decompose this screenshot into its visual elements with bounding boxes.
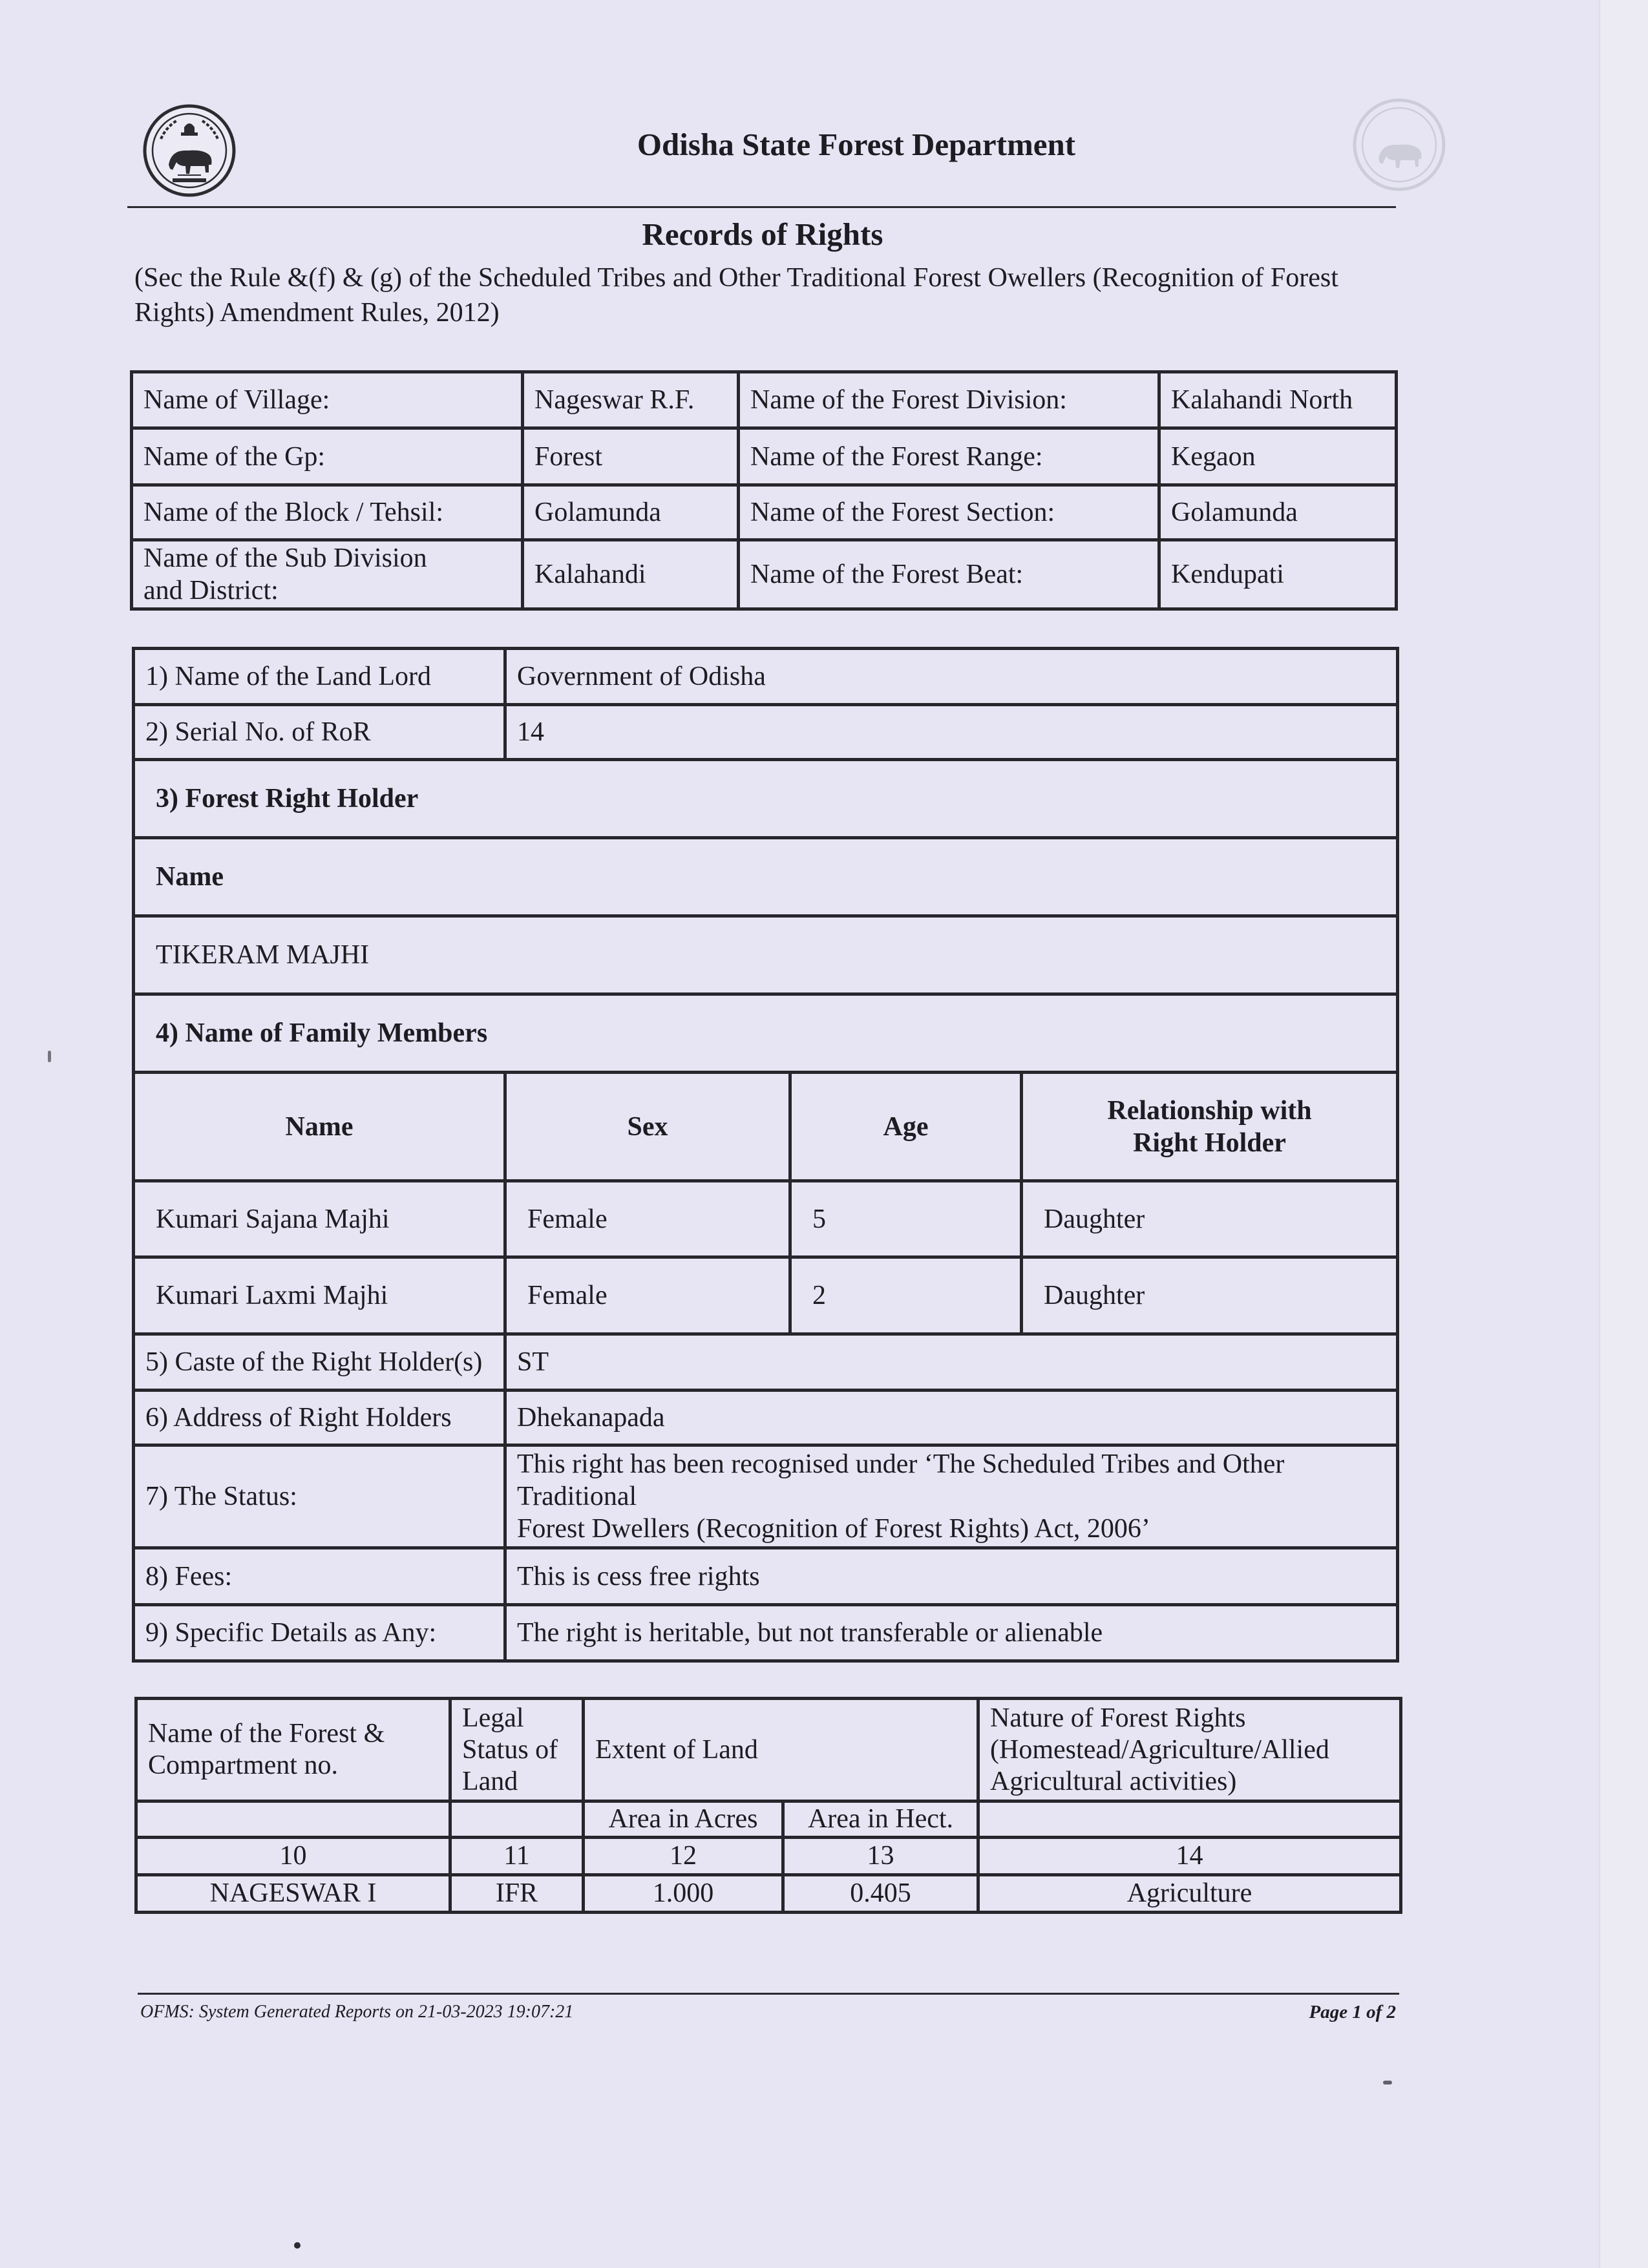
land-header-row bbox=[136, 1699, 1401, 1801]
forest-beat-label: Name of the Forest Beat: bbox=[739, 540, 1159, 609]
column-number: 11 bbox=[450, 1838, 584, 1875]
area-acres-value: 1.000 bbox=[584, 1875, 783, 1913]
family-member-relationship: Daughter bbox=[1022, 1181, 1398, 1257]
family-name-header: Name bbox=[134, 1073, 505, 1181]
village-label: Name of Village: bbox=[132, 372, 523, 428]
serial-label: 2) Serial No. of RoR bbox=[134, 705, 505, 760]
area-hectares-header: Area in Hect. bbox=[783, 1801, 978, 1838]
gp-label: Name of the Gp: bbox=[132, 428, 523, 485]
address-value: Dhekanapada bbox=[505, 1391, 1398, 1445]
holder-name-heading: Name bbox=[134, 838, 1398, 916]
family-member-row bbox=[134, 1181, 1398, 1257]
blank-cell bbox=[978, 1801, 1401, 1838]
caste-label: 5) Caste of the Right Holder(s) bbox=[134, 1334, 505, 1391]
land-details-table bbox=[134, 1697, 1402, 1914]
bleed-through-emblem-icon bbox=[1351, 97, 1447, 193]
status-value: This right has been recognised under ‘The Scheduled Tribes and Other Traditional Forest Dwellers (Recognition of Forest Rights) Act, 2006’ bbox=[505, 1445, 1398, 1548]
details-label: 9) Specific Details as Any: bbox=[134, 1605, 505, 1661]
family-member-name: Kumari Laxmi Majhi bbox=[134, 1257, 505, 1334]
land-lord-value: Government of Odisha bbox=[505, 649, 1398, 705]
forest-section-value: Golamunda bbox=[1159, 485, 1397, 540]
forest-division-label: Name of the Forest Division: bbox=[739, 372, 1159, 428]
generated-timestamp: OFMS: System Generated Reports on 21-03-2023 19:07:21 bbox=[140, 2002, 574, 2022]
rule-reference: (Sec the Rule &(f) & (g) of the Scheduled Tribes and Other Traditional Forest Owellers (Recognition of Forest Rights) Amendment Rules, 2012) bbox=[134, 263, 1338, 328]
family-age-header: Age bbox=[790, 1073, 1022, 1181]
scanner-edge bbox=[1599, 0, 1648, 2268]
family-member-age: 5 bbox=[790, 1181, 1022, 1257]
table-row bbox=[132, 485, 1397, 540]
extent-of-land-header: Extent of Land bbox=[584, 1699, 978, 1801]
column-number: 14 bbox=[978, 1838, 1401, 1875]
fees-row bbox=[134, 1548, 1398, 1605]
serial-row bbox=[134, 705, 1398, 760]
family-member-row bbox=[134, 1257, 1398, 1334]
odisha-emblem-icon bbox=[142, 103, 237, 198]
address-label: 6) Address of Right Holders bbox=[134, 1391, 505, 1445]
legal-status-header: Legal Status of Land bbox=[450, 1699, 584, 1801]
header-divider bbox=[127, 206, 1396, 208]
land-data-row bbox=[136, 1875, 1401, 1913]
status-row bbox=[134, 1445, 1398, 1548]
subdivision-value: Kalahandi bbox=[523, 540, 739, 609]
gp-value: Forest bbox=[523, 428, 739, 485]
record-of-rights-table bbox=[132, 647, 1399, 1663]
forest-range-label: Name of the Forest Range: bbox=[739, 428, 1159, 485]
holder-heading-row bbox=[134, 760, 1398, 838]
fees-value: This is cess free rights bbox=[505, 1548, 1398, 1605]
scan-speck bbox=[294, 2242, 301, 2249]
table-row bbox=[132, 372, 1397, 428]
details-value: The right is heritable, but not transferable or alienable bbox=[505, 1605, 1398, 1661]
table-row bbox=[132, 428, 1397, 485]
blank-cell bbox=[136, 1801, 450, 1838]
page-number: Page 1 of 2 bbox=[1309, 2002, 1396, 2022]
nature-of-rights-header: Nature of Forest Rights (Homestead/Agriculture/Allied Agricultural activities) bbox=[978, 1699, 1401, 1801]
serial-value: 14 bbox=[505, 705, 1398, 760]
nature-of-rights-value: Agriculture bbox=[978, 1875, 1401, 1913]
details-row bbox=[134, 1605, 1398, 1661]
land-lord-label: 1) Name of the Land Lord bbox=[134, 649, 505, 705]
holder-name: TIKERAM MAJHI bbox=[134, 916, 1398, 994]
holder-name-heading-row bbox=[134, 838, 1398, 916]
forest-compartment-header: Name of the Forest & Compartment no. bbox=[136, 1699, 450, 1801]
caste-value: ST bbox=[505, 1334, 1398, 1391]
family-member-sex: Female bbox=[505, 1181, 790, 1257]
family-sex-header: Sex bbox=[505, 1073, 790, 1181]
subdivision-label: Name of the Sub Division and District: bbox=[132, 540, 523, 609]
legal-status-value: IFR bbox=[450, 1875, 584, 1913]
footer-divider bbox=[138, 1993, 1399, 1995]
address-row bbox=[134, 1391, 1398, 1445]
column-number: 10 bbox=[136, 1838, 450, 1875]
location-table bbox=[130, 370, 1398, 611]
status-label: 7) The Status: bbox=[134, 1445, 505, 1548]
table-row bbox=[132, 540, 1397, 609]
family-member-sex: Female bbox=[505, 1257, 790, 1334]
column-number: 13 bbox=[783, 1838, 978, 1875]
holder-heading: 3) Forest Right Holder bbox=[134, 760, 1398, 838]
family-header-row bbox=[134, 1073, 1398, 1181]
family-heading-row bbox=[134, 994, 1398, 1073]
blank-cell bbox=[450, 1801, 584, 1838]
column-number-row bbox=[136, 1838, 1401, 1875]
document-title: Records of Rights bbox=[642, 216, 883, 252]
family-member-age: 2 bbox=[790, 1257, 1022, 1334]
family-member-name: Kumari Sajana Majhi bbox=[134, 1181, 505, 1257]
forest-section-label: Name of the Forest Section: bbox=[739, 485, 1159, 540]
forest-division-value: Kalahandi North bbox=[1159, 372, 1397, 428]
land-subheader-row bbox=[136, 1801, 1401, 1838]
column-number: 12 bbox=[584, 1838, 783, 1875]
family-relationship-header: Relationship with Right Holder bbox=[1022, 1073, 1398, 1181]
caste-row bbox=[134, 1334, 1398, 1391]
village-value: Nageswar R.F. bbox=[523, 372, 739, 428]
department-title: Odisha State Forest Department bbox=[637, 127, 1076, 162]
scan-speck bbox=[1383, 2081, 1392, 2084]
forest-compartment-value: NAGESWAR I bbox=[136, 1875, 450, 1913]
land-lord-row bbox=[134, 649, 1398, 705]
block-label: Name of the Block / Tehsil: bbox=[132, 485, 523, 540]
holder-name-row bbox=[134, 916, 1398, 994]
forest-beat-value: Kendupati bbox=[1159, 540, 1397, 609]
forest-range-value: Kegaon bbox=[1159, 428, 1397, 485]
block-value: Golamunda bbox=[523, 485, 739, 540]
scan-speck bbox=[48, 1051, 51, 1062]
area-hectares-value: 0.405 bbox=[783, 1875, 978, 1913]
fees-label: 8) Fees: bbox=[134, 1548, 505, 1605]
family-heading: 4) Name of Family Members bbox=[134, 994, 1398, 1073]
family-member-relationship: Daughter bbox=[1022, 1257, 1398, 1334]
area-acres-header: Area in Acres bbox=[584, 1801, 783, 1838]
